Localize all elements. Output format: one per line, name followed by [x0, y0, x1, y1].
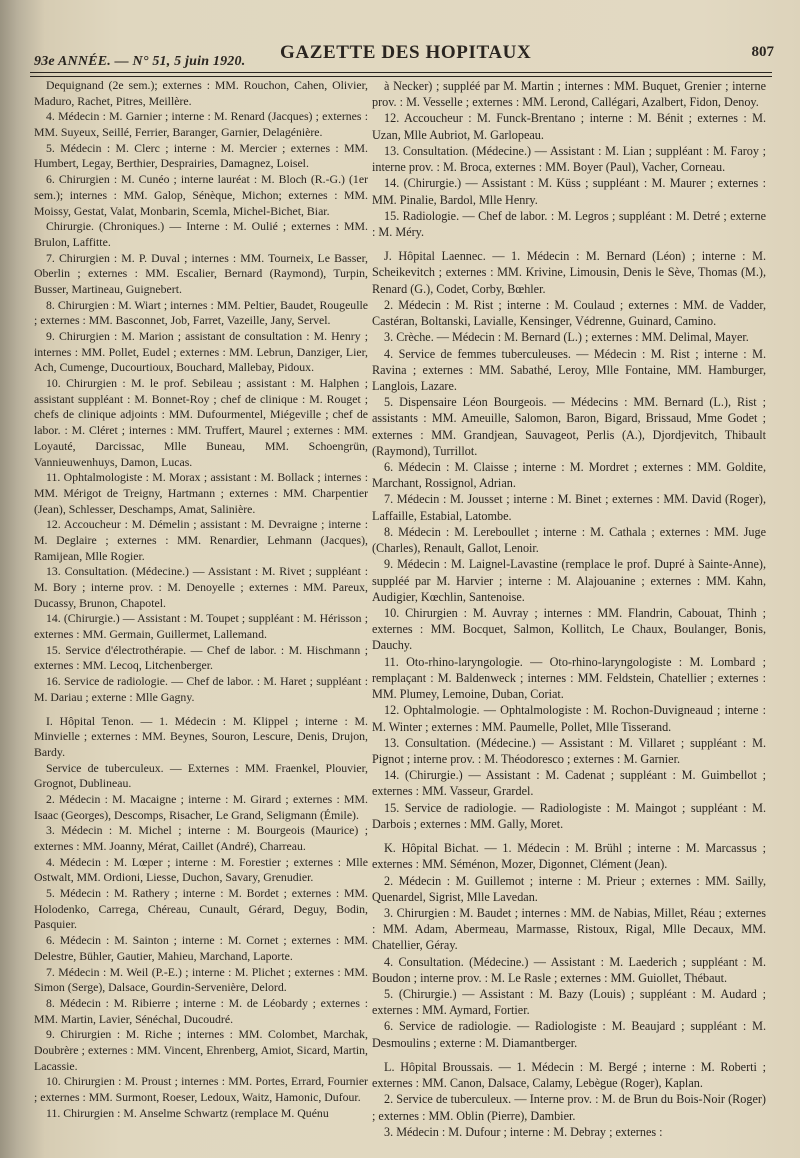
service-entry: 5. Médecin : M. Rathery ; interne : M. Bordet ; externes : MM. Holodenko, Carrega, Chéreau, Cunault, Gérard, Deguy, Bodin, Pasquier.	[34, 886, 368, 932]
service-entry: I. Hôpital Tenon. — 1. Médecin : M. Klippel ; interne : M. Minvielle ; externes : MM. Beynes, Souron, Lescure, Denis, Drujon, Bardy.	[34, 713, 368, 759]
service-entry: 9. Médecin : M. Laignel-Lavastine (remplace le prof. Dupré à Sainte-Anne), suppléé par M. Harvier ; interne : M. Alajouanine ; externes : MM. Kahn, Audigier, Kœchlin, Santenoise.	[372, 557, 766, 604]
service-entry: à Necker) ; suppléé par M. Martin ; internes : MM. Buquet, Grenier ; interne prov. : M. Vesselle ; externes : MM. Lerond, Callégari, Azalbert, Fidon, Denoy.	[372, 79, 766, 110]
service-entry: 2. Médecin : M. Macaigne ; interne : M. Girard ; externes : MM. Isaac (Georges), Descomps, Risacher, Le Grand, Seligmann (Émile).	[34, 791, 368, 822]
service-entry: 4. Consultation. (Médecine.) — Assistant : M. Laederich ; suppléant : M. Boudon ; interne prov. : M. Le Rasle ; externes : MM. Guiollet, Thébaut.	[372, 954, 766, 985]
service-entry: 11. Chirurgien : M. Anselme Schwartz (remplace M. Quénu	[46, 1105, 329, 1120]
service-entry: 12. Ophtalmologie. — Ophtalmologiste : M. Rochon-Duvigneaud ; interne : M. Winter ; externes : MM. Paumelle, Pollet, Mlle Tisserand.	[372, 703, 766, 734]
service-entry: 15. Radiologie. — Chef de labor. : M. Legros ; suppléant : M. Detré ; externe : M. Méry.	[372, 208, 766, 239]
service-entry: 12. Accoucheur : M. Funck-Brentano ; interne : M. Bénit ; externes : M. Uzan, Mlle Aubriot, M. Garlopeau.	[372, 111, 766, 142]
service-entry: 6. Médecin : M. Claisse ; interne : M. Mordret ; externes : MM. Goldite, Marchant, Rossignol, Adrian.	[372, 460, 766, 491]
service-entry: 2. Médecin : M. Guillemot ; interne : M. Prieur ; externes : MM. Sailly, Quenardel, Sigrist, Mlle Lavedan.	[372, 873, 766, 904]
service-entry: 5. Dispensaire Léon Bourgeois. — Médecins : MM. Bernard (L.), Rist ; assistants : MM. Ameuille, Salomon, Baron, Bigard, Brissaud, Mme Godet ; externes : MM. Grandjean, Sauvageot, Perlis (A.), Djordjevitch, Thibault (Raymond), Turrillot.	[372, 395, 766, 458]
service-entry: L. Hôpital Broussais. — 1. Médecin : M. Bergé ; interne : M. Roberti ; externes : MM. Canon, Dalsace, Calamy, Lebègue (Roger), Kaplan.	[372, 1059, 766, 1091]
service-entry: 4. Service de femmes tuberculeuses. — Médecin : M. Rist ; interne : M. Ravina ; externes : MM. Sabathé, Leroy, Mlle Fontaine, MM. Hamburger, Langlois, Lazare.	[372, 346, 766, 393]
service-entry: 14. (Chirurgie.) — Assistant : M. Cadenat ; suppléant : M. Guimbellot ; externes : MM. Vasseur, Grardel.	[372, 768, 766, 799]
journal-title: GAZETTE DES HOPITAUX	[280, 42, 532, 63]
service-entry: 7. Médecin : M. Weil (P.-E.) ; interne : M. Plichet ; externes : MM. Simon (Serge), Dalsace, Gourdin-Servenière, Delord.	[34, 964, 368, 995]
service-entry: 9. Chirurgien : M. Marion ; assistant de consultation : M. Henry ; internes : MM. Pollet, Eudel ; externes : MM. Lebrun, Danziger, Lier, Ach, Cumenge, Ducourtioux, Bouchard, Mallebay, Pidoux.	[34, 329, 368, 375]
service-entry: 15. Service de radiologie. — Radiologiste : M. Maingot ; suppléant : M. Darbois ; externes : MM. Gally, Moret.	[372, 800, 766, 831]
service-entry: 10. Chirurgien : M. Proust ; internes : MM. Portes, Errard, Fournier ; externes : MM. Surmont, Roeser, Ledoux, Waitz, Hamonic, Dufour.	[34, 1074, 368, 1104]
service-entry: 10. Chirurgien : M. Auvray ; internes : MM. Flandrin, Cabouat, Thinh ; externes : MM. Bocquet, Salmon, Kollitch, Le Chaux, Boulanger, Bonis, Dauchy.	[372, 606, 766, 653]
service-entry: 5. (Chirurgie.) — Assistant : M. Bazy (Louis) ; suppléant : M. Audard ; externes : MM. Aymard, Fortier.	[372, 987, 766, 1018]
service-entry: 8. Médecin : M. Lereboullet ; interne : M. Cathala ; externes : MM. Juge (Charles), Renault, Gallot, Lenoir.	[372, 524, 766, 556]
page-number: 807	[751, 44, 774, 60]
header-rule	[30, 72, 772, 77]
right-column	[372, 78, 766, 1140]
service-entry: 5. Médecin : M. Clerc ; interne : M. Mercier ; externes : MM. Humbert, Legay, Berthier, Desprairies, Damagnez, Loisel.	[34, 140, 368, 171]
service-entry: 8. Médecin : M. Ribierre ; interne : M. de Léobardy ; externes : MM. Martin, Lavier, Sénéchal, Ducoudré.	[34, 995, 368, 1026]
service-entry: 6. Médecin : M. Sainton ; interne : M. Cornet ; externes : MM. Delestre, Bühler, Gautier, Mahieu, Marchand, Laporte.	[34, 933, 368, 963]
service-entry: 11. Oto-rhino-laryngologie. — Oto-rhino-laryngologiste : M. Lombard ; remplaçant : M. Baldenweck ; internes : MM. Feldstein, Chatellier ; externes : MM. Plumey, Lemoine, Duban, Coriat.	[372, 654, 766, 702]
service-entry: Chirurgie. (Chroniques.) — Interne : M. Oulié ; externes : MM. Brulon, Laffitte.	[34, 219, 368, 249]
service-entry: 13. Consultation. (Médecine.) — Assistant : M. Rivet ; suppléant : M. Bory ; interne prov. : M. Denoyelle ; externes : MM. Pareux, Ducassy, Brunon, Chapotel.	[34, 564, 368, 610]
service-entry: 16. Service de radiologie. — Chef de labor. : M. Haret ; suppléant : M. Dariau ; externe : Mlle Gagny.	[34, 674, 368, 704]
service-entry: 4. Médecin : M. Lœper ; interne : M. Forestier ; externes : Mlle Ostwalt, MM. Ordioni, Liesse, Duchon, Savary, Grenudier.	[34, 854, 368, 885]
service-entry: 13. Consultation. (Médecine.) — Assistant : M. Lian ; suppléant : M. Faroy ; interne prov. : M. Broca, externes : MM. Boyer (Paul), Vacher, Corneau.	[372, 143, 766, 175]
service-entry: 4. Médecin : M. Garnier ; interne : M. Renard (Jacques) ; externes : MM. Suyeux, Seillé, Ferrier, Baranger, Garnier, Delagénière.	[34, 109, 368, 140]
service-entry: 3. Crèche. — Médecin : M. Bernard (L.) ; externes : MM. Delimal, Mayer.	[384, 330, 749, 345]
service-entry: Service de tuberculeux. — Externes : MM. Fraenkel, Plouvier, Grognot, Dublineau.	[34, 760, 368, 791]
service-entry: K. Hôpital Bichat. — 1. Médecin : M. Brühl ; interne : M. Marcassus ; externes : MM. Séménon, Mozer, Digonnet, Clément (Jean).	[372, 841, 766, 872]
service-entry: 11. Ophtalmologiste : M. Morax ; assistant : M. Bollack ; internes : MM. Mérigot de Treigny, Hartmann ; externes : MM. Charpentier (Jean), Schlesser, Deschamps, Amat, Salinière.	[34, 470, 368, 516]
issue-info: 93e ANNÉE. — N° 51, 5 juin 1920.	[34, 54, 246, 69]
service-entry: 8. Chirurgien : M. Wiart ; internes : MM. Peltier, Baudet, Rougeulle ; externes : MM. Basconnet, Job, Farret, Vazeille, Jany, Servel.	[34, 297, 368, 328]
service-entry: 10. Chirurgien : M. le prof. Sebileau ; assistant : M. Halphen ; assistant suppléant : M. Bonnet-Roy ; chef de clinique : M. Rouget ; chefs de clinique adjoints : MM. Dufourmentel, Miégeville ; chef de labor. : M. Cléret ; internes : MM. Truffert, Maurel ; externes : MM. Loyauté, Darcissac, Mlle Buneau, MM. Schoengrün, Vannieuwenhuys, Damon, Lucas.	[34, 376, 368, 469]
service-entry: Dequignand (2e sem.); externes : MM. Rouchon, Cahen, Olivier, Maduro, Rachet, Pitres, Meillère.	[34, 78, 368, 108]
service-entry: 14. (Chirurgie.) — Assistant : M. Küss ; suppléant : M. Maurer ; externes : MM. Pinalie, Bardol, Mlle Henry.	[372, 176, 766, 207]
service-entry: 6. Service de radiologie. — Radiologiste : M. Beaujard ; suppléant : M. Desmoulins ; externe : M. Diamantberger.	[372, 1019, 766, 1050]
service-entry: 6. Chirurgien : M. Cunéo ; interne lauréat : M. Bloch (R.-G.) (1er sem.); internes : MM. Galop, Sénèque, Michon; externes : MM. Moissy, Gestat, Valat, Monbarin, Scemla, Michel-Bichet, Biar.	[34, 172, 368, 218]
service-entry: 3. Médecin : M. Michel ; interne : M. Bourgeois (Maurice) ; externes : MM. Joanny, Mérat, Caillet (André), Charreau.	[34, 823, 368, 853]
service-entry: 7. Médecin : M. Jousset ; interne : M. Binet ; externes : MM. David (Roger), Laffaille, Estabial, Latombe.	[372, 492, 766, 523]
service-entry: 15. Service d'électrothérapie. — Chef de labor. : M. Hischmann ; externes : MM. Lecoq, Litchenberger.	[34, 642, 368, 673]
service-entry: 3. Médecin : M. Dufour ; interne : M. Debray ; externes :	[384, 1124, 663, 1139]
service-entry: 12. Accoucheur : M. Démelin ; assistant : M. Devraigne ; interne : M. Deglaire ; externes : MM. Renardier, Lehmann (Jacques), Ramijean, Mlle Rogier.	[34, 517, 368, 563]
service-entry: 3. Chirurgien : M. Baudet ; internes : MM. de Nabias, Millet, Réau ; externes : MM. Adam, Abermeau, Marmasse, Ristoux, Rigal, Mlle Decaux, MM. Chatellier, Géray.	[372, 905, 766, 953]
service-entry: 2. Médecin : M. Rist ; interne : M. Coulaud ; externes : MM. de Vadder, Castéran, Boltanski, Lavialle, Kensinger, Védrenne, Guinard, Camino.	[372, 297, 766, 329]
service-entry: 9. Chirurgien : M. Riche ; internes : MM. Colombet, Marchak, Doubrère ; externes : MM. Vincent, Ehrenberg, Amiot, Sicard, Martin, Lacassie.	[34, 1027, 368, 1073]
service-entry: J. Hôpital Laennec. — 1. Médecin : M. Bernard (Léon) ; interne : M. Scheikevitch ; externes : MM. Krivine, Limousin, Denis le Sève, Thomas (M.), Renard (G.), Codet, Corby, Bœhler.	[372, 249, 766, 296]
service-entry: 7. Chirurgien : M. P. Duval ; internes : MM. Tourneix, Le Basser, Oberlin ; externes : MM. Escalier, Bernard (Raymond), Turpin, Busser, Martineau, Guignebert.	[34, 250, 368, 296]
left-column	[34, 78, 368, 1121]
service-entry: 14. (Chirurgie.) — Assistant : M. Toupet ; suppléant : M. Hérisson ; externes : MM. Germain, Guillermet, Lallemand.	[34, 611, 368, 642]
service-entry: 13. Consultation. (Médecine.) — Assistant : M. Villaret ; suppléant : M. Pignot ; interne prov. : M. Théodoresco ; externes : M. Garnier.	[372, 735, 766, 766]
service-entry: 2. Service de tuberculeux. — Interne prov. : M. de Brun du Bois-Noir (Roger) ; externes : MM. Oblin (Pierre), Dambier.	[372, 1092, 766, 1123]
page-header	[20, 36, 778, 70]
